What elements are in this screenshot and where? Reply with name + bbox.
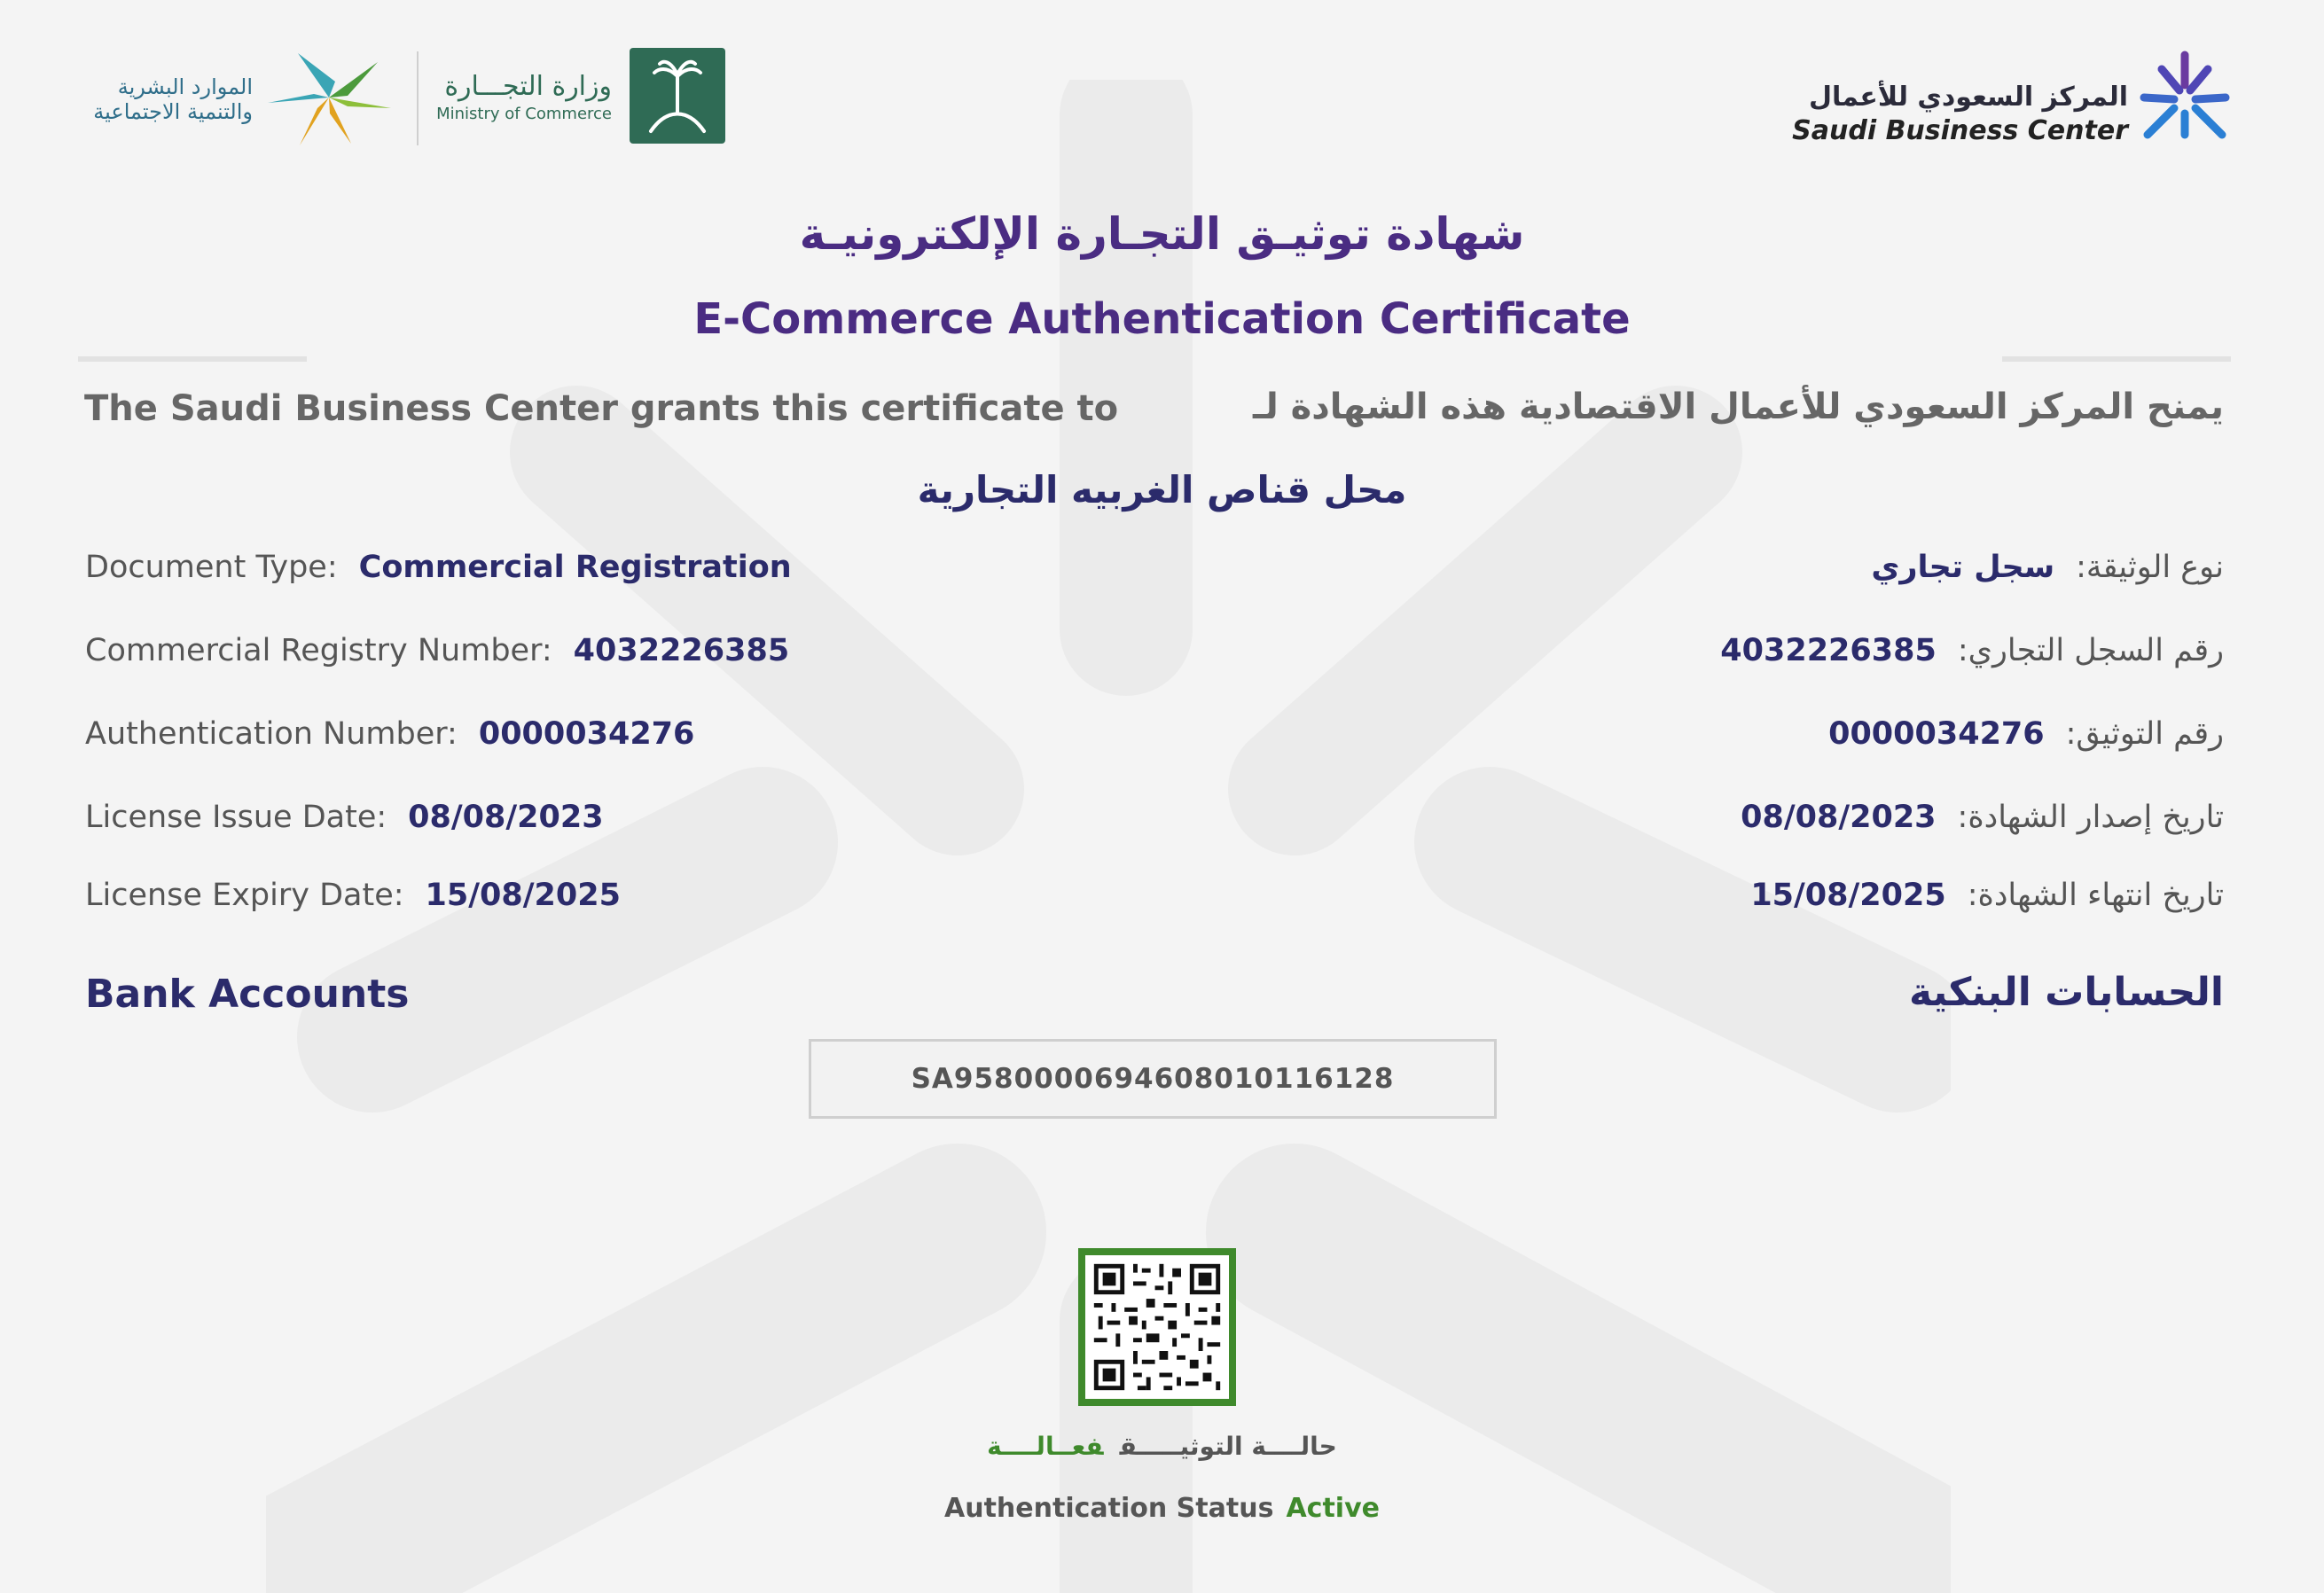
status-value: Active xyxy=(1286,1493,1380,1524)
field-label: تاريخ إصدار الشهادة: xyxy=(1957,800,2224,835)
hr-ministry-name-line2: والتنمية الاجتماعية xyxy=(93,99,253,124)
status-label: Authentication Status xyxy=(944,1493,1274,1524)
field-value: 15/08/2025 xyxy=(1750,878,1946,913)
document-type-row-ar xyxy=(1871,550,2224,585)
registry-number-row-en xyxy=(85,633,789,668)
field-label: نوع الوثيقة: xyxy=(2076,550,2224,585)
qr-code-icon xyxy=(1085,1255,1229,1399)
field-value: 08/08/2023 xyxy=(408,800,604,835)
certificate-title-english: E-Commerce Authentication Certificate xyxy=(693,294,1631,344)
iban-value: SA9580000694608010116128 xyxy=(911,1063,1395,1095)
field-value: سجل تجاري xyxy=(1871,550,2055,585)
saudi-business-center-logo-icon xyxy=(2135,46,2234,145)
title-rule-left xyxy=(78,356,307,362)
registry-number-row-ar xyxy=(1720,633,2224,668)
bank-accounts-heading-ar: الحسابات البنكية xyxy=(1909,970,2224,1015)
ministry-name-english: Ministry of Commerce xyxy=(436,105,612,123)
field-value: 0000034276 xyxy=(1828,716,2045,752)
title-rule-right xyxy=(2002,356,2231,362)
field-value: 4032226385 xyxy=(573,633,790,668)
certificate-title-arabic: شهادة توثيـق التجـارة الإلكترونيـة xyxy=(799,208,1525,260)
business-name: محل قناص الغربيه التجارية xyxy=(917,468,1407,511)
field-label: رقم السجل التجاري: xyxy=(1957,633,2224,668)
authentication-status-arabic xyxy=(0,1432,2324,1461)
logo-divider xyxy=(417,51,419,145)
status-label: حالــــة التوثيـــــق xyxy=(1119,1432,1337,1461)
sbc-name-english: Saudi Business Center xyxy=(1792,115,2128,146)
status-value: فعــالــــة xyxy=(987,1432,1104,1461)
document-type-row-en xyxy=(85,550,792,585)
field-value: 08/08/2023 xyxy=(1741,800,1937,835)
ministry-name-arabic: وزارة التجـــارة xyxy=(444,71,612,102)
field-label: License Issue Date: xyxy=(85,800,387,835)
field-value: 0000034276 xyxy=(478,716,695,752)
field-label: License Expiry Date: xyxy=(85,878,404,913)
bank-accounts-heading-en: Bank Accounts xyxy=(85,972,410,1017)
qr-code[interactable] xyxy=(1078,1248,1236,1406)
authentication-number-row-ar xyxy=(1828,716,2224,752)
expiry-date-row-en xyxy=(85,878,621,913)
field-label: Authentication Number: xyxy=(85,716,458,752)
field-value: 15/08/2025 xyxy=(425,878,621,913)
field-label: تاريخ انتهاء الشهادة: xyxy=(1967,878,2224,913)
issue-date-row-en xyxy=(85,800,604,835)
ministry-emblem-icon xyxy=(628,46,727,145)
hr-ministry-logo-icon xyxy=(262,46,395,149)
grants-statement-english: The Saudi Business Center grants this certificate to xyxy=(84,388,1119,429)
field-value: Commercial Registration xyxy=(358,550,792,585)
field-value: 4032226385 xyxy=(1720,633,1937,668)
issue-date-row-ar xyxy=(1741,800,2224,835)
grants-statement-arabic: يمنح المركز السعودي للأعمال الاقتصادية هذه الشهادة لـ xyxy=(1253,387,2224,427)
authentication-number-row-en xyxy=(85,716,694,752)
authentication-status-english xyxy=(0,1493,2324,1524)
field-label: رقم التوثيق: xyxy=(2065,716,2224,752)
iban-box xyxy=(809,1039,1497,1119)
field-label: Document Type: xyxy=(85,550,338,585)
hr-ministry-name-line1: الموارد البشرية xyxy=(117,74,253,99)
field-label: Commercial Registry Number: xyxy=(85,633,552,668)
sbc-name-arabic: المركز السعودي للأعمال xyxy=(1809,82,2128,113)
expiry-date-row-ar xyxy=(1750,878,2224,913)
